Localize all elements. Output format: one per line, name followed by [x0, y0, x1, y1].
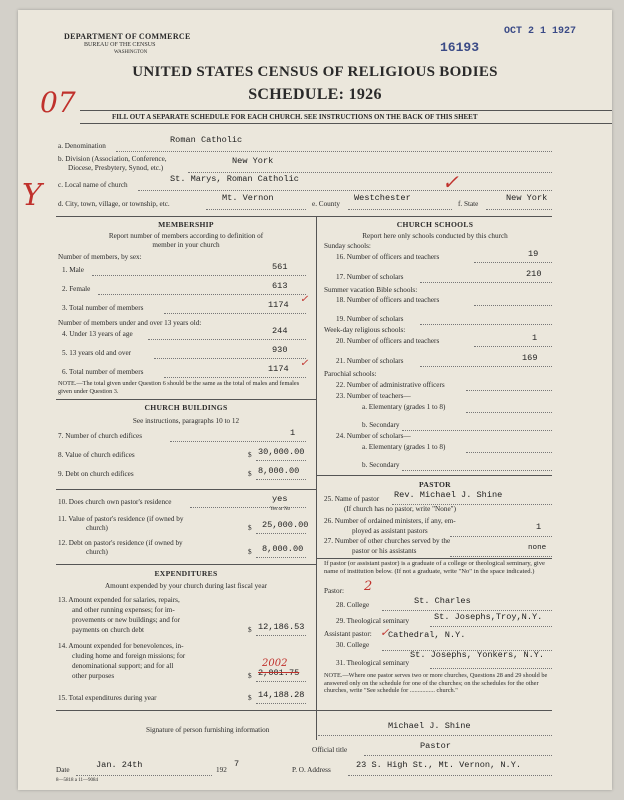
state-label: f. State: [458, 200, 479, 208]
members-by-sex-label: Number of members, by sex:: [58, 253, 142, 261]
q14-value: 2,001.75: [258, 668, 300, 678]
q12-value: 8,000.00: [262, 544, 304, 554]
q2-value: 613: [272, 281, 288, 291]
q12-dollar: $: [248, 548, 252, 556]
q15-value: 14,188.28: [258, 690, 305, 700]
received-date-stamp: OCT 2 1 1927: [504, 26, 577, 37]
q31-value: St. Josephs, Yonkers, N.Y.: [410, 650, 545, 660]
official-title-value: Pastor: [420, 741, 451, 751]
local-name-value: St. Marys, Roman Catholic: [170, 174, 299, 184]
membership-intro-2: member in your church: [152, 241, 220, 249]
q15-dollar: $: [248, 694, 252, 702]
form-title: UNITED STATES CENSUS OF RELIGIOUS BODIES: [132, 64, 498, 80]
q27-value: none: [528, 544, 547, 552]
department-line: DEPARTMENT OF COMMERCE: [64, 32, 191, 41]
q7-value: 1: [290, 428, 296, 438]
local-name-label: c. Local name of church: [58, 181, 128, 189]
q6-label: 6. Total number of members: [62, 368, 144, 376]
q29-label: 29. Theological seminary: [336, 617, 410, 625]
q13-value: 12,186.53: [258, 622, 305, 632]
membership-title: MEMBERSHIP: [158, 220, 214, 229]
summer-schools-label: Summer vacation Bible schools:: [324, 286, 418, 294]
q21-label: 21. Number of scholars: [336, 357, 404, 365]
denomination-label: a. Denomination: [58, 142, 106, 150]
q12-label-2: church): [86, 548, 108, 556]
q30-value: Cathedral, N.Y.: [388, 630, 466, 640]
q26-value: 1: [536, 522, 542, 532]
county-label: e. County: [312, 200, 340, 208]
members-by-age-label: Number of members under and over 13 years old:: [58, 319, 202, 327]
pastor-sub-label: Pastor:: [324, 587, 344, 595]
q26-label: 26. Number of ordained ministers, if any, em-: [324, 517, 456, 525]
official-title-label: Official title: [312, 746, 348, 754]
q14-label-2: cluding home and foreign missions; for: [72, 652, 186, 660]
q9-value: 8,000.00: [258, 466, 300, 476]
q29-value: St. Josephs,Troy,N.Y.: [434, 612, 543, 622]
q10-value: yes: [272, 494, 288, 504]
q8-value: 30,000.00: [258, 447, 305, 457]
q26-label-2: ployed as assistant pastors: [352, 527, 428, 535]
city-value: Mt. Vernon: [222, 193, 274, 203]
q11-dollar: $: [248, 524, 252, 532]
q16-value: 19: [528, 249, 539, 259]
year-prefix: 192: [216, 766, 227, 774]
q30-label: 30. College: [336, 641, 370, 649]
q13-label-2: and other running expenses; for im-: [72, 606, 175, 614]
q5-value: 930: [272, 345, 288, 355]
q14-label-3: denominational support; and for all: [72, 662, 174, 670]
q25-value: Rev. Michael J. Shine: [394, 490, 503, 500]
q13-label-4: payments on church debt: [72, 626, 145, 634]
q13-label-1: 13. Amount expended for salaries, repairs,: [58, 596, 180, 604]
city-line: WASHINGTON: [114, 50, 148, 55]
county-value: Westchester: [354, 193, 411, 203]
expenditures-intro: Amount expended by your church during last fiscal year: [104, 582, 268, 590]
year-digit: 7: [234, 759, 240, 769]
q13-dollar: $: [248, 626, 252, 634]
margin-check-mark: Y: [22, 178, 42, 213]
q22-label: 22. Number of administrative officers: [336, 381, 445, 389]
q25-hint: (If church has no pastor, write "None"): [344, 505, 456, 513]
q31-label: 31. Theological seminary: [336, 659, 410, 667]
assistant-pastor-label: Assistant pastor:: [324, 630, 372, 638]
q24a-label: a. Elementary (grades 1 to 8): [362, 443, 446, 451]
schools-title: CHURCH SCHOOLS: [396, 220, 474, 229]
expenditures-title: EXPENDITURES: [154, 569, 218, 578]
instruction-line: FILL OUT A SEPARATE SCHEDULE FOR EACH CHURCH. SEE INSTRUCTIONS ON THE BACK OF THIS SHEET: [112, 113, 478, 121]
buildings-intro: See instructions, paragraphs 10 to 12: [132, 417, 240, 425]
q12-label: 12. Debt on pastor's residence (if owned by: [58, 539, 183, 547]
q4-value: 244: [272, 326, 288, 336]
county-check-mark: ✓: [442, 170, 459, 194]
q19-label: 19. Number of scholars: [336, 315, 404, 323]
q11-label-2: church): [86, 524, 108, 532]
q15-label: 15. Total expenditures during year: [58, 694, 157, 702]
q11-value: 25,000.00: [262, 520, 309, 530]
division-label-2: Diocese, Presbytery, Synod, etc.): [68, 164, 164, 172]
division-value: New York: [232, 156, 274, 166]
q1-label: 1. Male: [62, 266, 84, 274]
q24-label: 24. Number of scholars—: [336, 432, 411, 440]
q27-label: 27. Number of other churches served by the: [324, 537, 451, 545]
q4-label: 4. Under 13 years of age: [62, 330, 133, 338]
q17-value: 210: [526, 269, 542, 279]
q28-value: St. Charles: [414, 596, 471, 606]
q24b-label: b. Secondary: [362, 461, 400, 469]
q2-label: 2. Female: [62, 285, 91, 293]
q1-value: 561: [272, 262, 288, 272]
signature-label: Signature of person furnishing information: [146, 726, 270, 734]
po-address-label: P. O. Address: [292, 766, 331, 774]
weekday-schools-label: Week-day religious schools:: [324, 326, 406, 334]
bureau-line: BUREAU OF THE CENSUS: [84, 42, 156, 48]
q7-label: 7. Number of church edifices: [58, 432, 143, 440]
buildings-title: CHURCH BUILDINGS: [144, 403, 228, 412]
q27-label-2: pastor or his assistants: [352, 547, 417, 555]
q16-label: 16. Number of officers and teachers: [336, 253, 440, 261]
q11-label: 11. Value of pastor's residence (if owned by: [58, 515, 184, 523]
q20-label: 20. Number of officers and teachers: [336, 337, 440, 345]
schools-intro: Report here only schools conducted by this church: [362, 232, 508, 240]
q3-label: 3. Total number of members: [62, 304, 144, 312]
q21-value: 169: [522, 353, 538, 363]
q18-label: 18. Number of officers and teachers: [336, 296, 440, 304]
q14-correction: 2002: [262, 658, 288, 669]
q10-label: 10. Does church own pastor's residence: [58, 498, 172, 506]
q8-label: 8. Value of church edifices: [58, 451, 135, 459]
po-address-value: 23 S. High St., Mt. Vernon, N.Y.: [356, 760, 522, 770]
q3-value: 1174: [268, 300, 289, 310]
q14-label-4: other purposes: [72, 672, 115, 680]
parochial-schools-label: Parochial schools:: [324, 370, 377, 378]
census-schedule-page: [18, 10, 612, 790]
date-label: Date: [56, 766, 70, 774]
state-value: New York: [506, 193, 548, 203]
q3-check: ✓: [300, 294, 309, 305]
signature-value: Michael J. Shine: [388, 721, 471, 731]
membership-note: NOTE.—The total given under Question 6 should be the same as the total of males and females given under Question 3.: [58, 380, 300, 395]
q13-label-3: provements or new buildings; and for: [72, 616, 180, 624]
membership-intro: Report number of members according to definition of: [108, 232, 264, 240]
pastor-title: PASTOR: [419, 480, 451, 489]
denomination-value: Roman Catholic: [170, 135, 243, 145]
q17-label: 17. Number of scholars: [336, 273, 404, 281]
graduate-note: If pastor (or assistant pastor) is a graduate of a college or theological seminary, give name of institution below. (If not a graduate, write "No" in the space indicated.): [324, 560, 545, 575]
q5-label: 5. 13 years old and over: [62, 349, 132, 357]
q23a-label: a. Elementary (grades 1 to 8): [362, 403, 446, 411]
handwritten-code: 07: [40, 86, 76, 119]
pastor-mark: 2: [364, 579, 373, 594]
q20-value: 1: [532, 333, 538, 343]
stamp-number: 16193: [440, 40, 480, 55]
q14-label-1: 14. Amount expended for benevolences, in-: [58, 642, 184, 650]
q25-label: 25. Name of pastor: [324, 495, 380, 503]
schedule-title: SCHEDULE: 1926: [248, 86, 382, 103]
q23-label: 23. Number of teachers—: [336, 392, 411, 400]
city-label: d. City, town, village, or township, etc.: [58, 200, 170, 208]
q9-dollar: $: [248, 470, 252, 478]
assistant-mark: ✓: [380, 626, 390, 639]
form-codes: 8—5818 a 11—9084: [56, 778, 99, 783]
q9-label: 9. Debt on church edifices: [58, 470, 134, 478]
q14-dollar: $: [248, 672, 252, 680]
date-value: Jan. 24th: [96, 760, 143, 770]
q6-value: 1174: [268, 364, 289, 374]
division-label: b. Division (Association, Conference,: [58, 155, 167, 163]
q8-dollar: $: [248, 451, 252, 459]
q6-check: ✓: [300, 358, 309, 369]
sunday-schools-label: Sunday schools:: [324, 242, 371, 250]
q10-hint: Yes or No: [270, 507, 291, 512]
q28-label: 28. College: [336, 601, 370, 609]
q23b-label: b. Secondary: [362, 421, 400, 429]
pastor-note: NOTE.—Where one pastor serves two or more churches, Questions 28 and 29 should be answered only on the schedule for one of the churches; on the schedules for the other churches, write "See schedule for ................ church.": [324, 672, 548, 695]
